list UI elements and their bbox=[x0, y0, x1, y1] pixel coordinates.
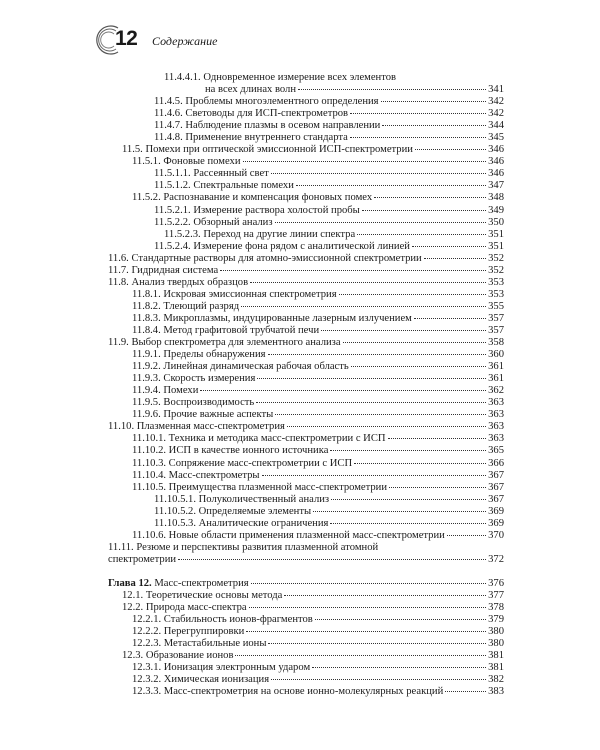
toc-page-number: 352 bbox=[488, 252, 504, 264]
toc-entry-title: 11.5.1. Фоновые помехи bbox=[132, 156, 241, 168]
dot-leader bbox=[388, 438, 487, 439]
toc-entry-title: 11.5. Помехи при оптической эмиссионной ИСП-спектрометрии bbox=[122, 144, 413, 156]
toc-entry[interactable] bbox=[108, 349, 504, 361]
toc-entry[interactable] bbox=[108, 156, 504, 168]
toc-entry-title: 12.3.2. Химическая ионизация bbox=[132, 674, 270, 686]
dot-leader bbox=[331, 499, 486, 500]
toc-entry[interactable] bbox=[108, 301, 504, 313]
toc-page-number: 348 bbox=[488, 192, 504, 204]
toc-entry-title: 12.3. Образование ионов bbox=[122, 650, 234, 662]
dot-leader bbox=[313, 511, 486, 512]
toc-page-number: 352 bbox=[488, 264, 504, 276]
toc-entry[interactable] bbox=[108, 686, 504, 698]
toc-entry[interactable] bbox=[108, 506, 504, 518]
toc-page-number: 345 bbox=[488, 132, 504, 144]
dot-leader bbox=[412, 246, 486, 247]
toc-entry-title: 11.10.2. ИСП в качестве ионного источника bbox=[132, 445, 329, 457]
toc-page-number: 379 bbox=[488, 614, 504, 626]
dot-leader bbox=[275, 222, 487, 223]
section-gap bbox=[108, 566, 504, 578]
dot-leader bbox=[330, 450, 486, 451]
toc-entry-title: 11.10.4. Масс-спектрометры bbox=[132, 469, 260, 481]
running-title: Содержание bbox=[152, 34, 218, 48]
toc-page-number: 360 bbox=[488, 349, 504, 361]
toc-entry[interactable] bbox=[108, 530, 504, 542]
dot-leader bbox=[249, 607, 487, 608]
dot-leader bbox=[339, 294, 487, 295]
toc-entry-title: 11.5.1.2. Спектральные помехи bbox=[154, 180, 294, 192]
toc-page-number: 344 bbox=[488, 120, 504, 132]
toc-entry-title: 11.11. Резюме и перспективы развития плазменной атомной bbox=[108, 541, 379, 553]
toc-page-number: 362 bbox=[488, 385, 504, 397]
toc-entry[interactable] bbox=[108, 626, 504, 638]
toc-entry-title: 11.9.3. Скорость измерения bbox=[132, 373, 256, 385]
toc-page-number: 382 bbox=[488, 674, 504, 686]
toc-entry-title: 11.9.1. Пределы обнаружения bbox=[132, 349, 266, 361]
toc-entry-title: 11.10.5.3. Аналитические ограничения bbox=[154, 517, 329, 529]
dot-leader bbox=[251, 583, 486, 584]
dot-leader bbox=[343, 342, 487, 343]
chapter-heading bbox=[108, 578, 249, 590]
toc-page-number: 383 bbox=[488, 686, 504, 698]
toc-page-number: 380 bbox=[488, 638, 504, 650]
toc-page-number: 372 bbox=[488, 553, 504, 565]
toc-entry-title: 11.7. Гидридная система bbox=[108, 264, 219, 276]
toc-entry-title: 11.10.5.1. Полуколичественный анализ bbox=[154, 493, 330, 505]
toc-page-number: 347 bbox=[488, 180, 504, 192]
toc-entry[interactable] bbox=[108, 650, 504, 662]
toc-page-number: 365 bbox=[488, 445, 504, 457]
toc-entry-title: 12.2. Природа масс-спектра bbox=[122, 602, 247, 614]
chapter-label: Глава 12. bbox=[108, 577, 152, 589]
toc-entry-title: 11.4.8. Применение внутреннего стандарта bbox=[154, 132, 348, 144]
toc-page-number: 357 bbox=[488, 312, 504, 324]
toc-entry[interactable] bbox=[108, 602, 504, 614]
dot-leader bbox=[243, 161, 487, 162]
toc-entry[interactable] bbox=[108, 361, 504, 373]
toc-page-number: 358 bbox=[488, 337, 504, 349]
toc-page-number: 367 bbox=[488, 469, 504, 481]
toc-page-number: 342 bbox=[488, 96, 504, 108]
toc-entry-title: Масс-спектрометрия bbox=[154, 577, 249, 589]
toc-entry[interactable] bbox=[108, 192, 504, 204]
toc-page-number: 363 bbox=[488, 409, 504, 421]
toc-entry-title: 11.9.5. Воспроизводимость bbox=[132, 397, 255, 409]
toc-entry[interactable] bbox=[108, 325, 504, 337]
toc-entry[interactable] bbox=[108, 337, 504, 349]
toc-page-number: 363 bbox=[488, 421, 504, 433]
toc-entry[interactable] bbox=[108, 674, 504, 686]
toc-entry-title: 11.4.5. Проблемы многоэлементного определения bbox=[154, 96, 379, 108]
dot-leader bbox=[374, 197, 486, 198]
toc-page-number: 381 bbox=[488, 650, 504, 662]
toc-page-number: 369 bbox=[488, 517, 504, 529]
toc-entry-title: 11.8.3. Микроплазмы, индуцированные лазерным излучением bbox=[132, 312, 412, 324]
toc-entry-title: 11.9.4. Помехи bbox=[132, 385, 199, 397]
toc-entry[interactable] bbox=[108, 120, 504, 132]
toc-entry-title: 11.8.4. Метод графитовой трубчатой печи bbox=[132, 324, 320, 336]
dot-leader bbox=[362, 210, 486, 211]
dot-leader bbox=[350, 113, 486, 114]
dot-leader bbox=[284, 595, 486, 596]
dot-leader bbox=[354, 463, 486, 464]
toc-entry[interactable] bbox=[108, 638, 504, 650]
dot-leader bbox=[200, 390, 486, 391]
toc-entry[interactable] bbox=[108, 144, 504, 156]
toc-page-number: 367 bbox=[488, 481, 504, 493]
page-header bbox=[92, 22, 512, 58]
dot-leader bbox=[389, 487, 486, 488]
toc-entry[interactable] bbox=[108, 590, 504, 602]
toc-entry[interactable] bbox=[108, 168, 504, 180]
toc-page-number: 367 bbox=[488, 493, 504, 505]
toc-page-number: 353 bbox=[488, 288, 504, 300]
toc-entry-title: 11.9.2. Линейная динамическая рабочая область bbox=[132, 361, 349, 373]
dot-leader bbox=[262, 475, 487, 476]
toc-page-number: 351 bbox=[488, 228, 504, 240]
toc-entry-title: 11.10. Плазменная масс-спектрометрия bbox=[108, 421, 285, 433]
toc-entry-title: 12.3.3. Масс-спектрометрия на основе ионно-молекулярных реакций bbox=[132, 686, 444, 698]
toc-page-number: 369 bbox=[488, 505, 504, 517]
dot-leader bbox=[250, 282, 486, 283]
toc-entry-title: 11.10.3. Сопряжение масс-спектрометрии с ИСП bbox=[132, 457, 353, 469]
toc-entry[interactable] bbox=[108, 108, 504, 120]
dot-leader bbox=[271, 679, 486, 680]
page-number: 12 bbox=[115, 27, 138, 50]
dot-leader bbox=[241, 306, 486, 307]
toc-page-number: 355 bbox=[488, 300, 504, 312]
toc-page-number: 361 bbox=[488, 373, 504, 385]
toc-entry[interactable] bbox=[108, 373, 504, 385]
dot-leader bbox=[447, 535, 486, 536]
toc-entry[interactable] bbox=[108, 662, 504, 674]
toc-entry[interactable] bbox=[108, 217, 504, 229]
toc-entry-title: спектрометрии bbox=[108, 553, 177, 565]
toc-entry[interactable] bbox=[108, 614, 504, 626]
toc-page-number: 357 bbox=[488, 324, 504, 336]
toc-page-number: 366 bbox=[488, 457, 504, 469]
dot-leader bbox=[350, 137, 486, 138]
dot-leader bbox=[312, 667, 486, 668]
toc-chapter-entry[interactable] bbox=[108, 578, 504, 590]
toc-entry[interactable] bbox=[108, 132, 504, 144]
toc-entry[interactable] bbox=[108, 494, 504, 506]
dot-leader bbox=[351, 366, 486, 367]
toc-entry[interactable] bbox=[108, 265, 504, 277]
toc-entry-title: 12.2.3. Метастабильные ионы bbox=[132, 638, 267, 650]
dot-leader bbox=[256, 402, 486, 403]
toc-entry[interactable] bbox=[108, 433, 504, 445]
dot-leader bbox=[220, 270, 486, 271]
dot-leader bbox=[268, 354, 487, 355]
dot-leader bbox=[315, 619, 486, 620]
dot-leader bbox=[178, 559, 486, 560]
dot-leader bbox=[275, 414, 486, 415]
toc-page-number: 381 bbox=[488, 662, 504, 674]
toc-entry-title: 12.3.1. Ионизация электронным ударом bbox=[132, 662, 311, 674]
toc-entry-title: 11.4.6. Световоды для ИСП-спектрометров bbox=[154, 108, 349, 120]
toc-entry-title: 11.9. Выбор спектрометра для элементного анализа bbox=[108, 337, 341, 349]
toc-page-number: 361 bbox=[488, 361, 504, 373]
toc-page-number: 346 bbox=[488, 156, 504, 168]
toc-page-number: 349 bbox=[488, 204, 504, 216]
toc-entry[interactable] bbox=[108, 253, 504, 265]
toc-page-number: 353 bbox=[488, 276, 504, 288]
toc-page-number: 370 bbox=[488, 529, 504, 541]
toc-entry[interactable] bbox=[108, 205, 504, 217]
toc-entry[interactable] bbox=[108, 409, 504, 421]
toc-entry[interactable] bbox=[108, 72, 504, 84]
toc-entry[interactable] bbox=[108, 313, 504, 325]
dot-leader bbox=[414, 318, 486, 319]
toc-entry-title: 11.5.2.4. Измерение фона рядом с аналитической линией bbox=[154, 240, 410, 252]
dot-leader bbox=[357, 234, 486, 235]
toc-entry[interactable] bbox=[108, 445, 504, 457]
toc-entry[interactable] bbox=[108, 421, 504, 433]
toc-page-number: 363 bbox=[488, 397, 504, 409]
table-of-contents bbox=[108, 72, 504, 698]
toc-entry-title: 11.4.4.1. Одновременное измерение всех элементов bbox=[164, 72, 397, 83]
dot-leader bbox=[298, 89, 486, 90]
toc-entry[interactable] bbox=[108, 289, 504, 301]
toc-entry-title: 11.8.2. Тлеющий разряд bbox=[132, 300, 240, 312]
toc-page-number: 377 bbox=[488, 589, 504, 601]
toc-page-number: 350 bbox=[488, 216, 504, 228]
toc-entry-title: 11.8.1. Искровая эмиссионная спектрометрия bbox=[132, 288, 337, 300]
toc-entry-title: 11.10.5. Преимущества плазменной масс-спектрометрии bbox=[132, 481, 388, 493]
toc-entry[interactable] bbox=[108, 518, 504, 530]
toc-entry-title: 11.5.2.2. Обзорный анализ bbox=[154, 216, 273, 228]
toc-entry-title: 11.8. Анализ твердых образцов bbox=[108, 276, 249, 288]
toc-entry-title: 11.5.1.1. Рассеянный свет bbox=[154, 168, 269, 180]
dot-leader bbox=[271, 173, 486, 174]
toc-entry-title: 11.10.1. Техника и методика масс-спектрометрии с ИСП bbox=[132, 433, 386, 445]
toc-entry-title: 12.2.2. Перегруппировки bbox=[132, 626, 245, 638]
dot-leader bbox=[321, 330, 486, 331]
toc-entry[interactable] bbox=[108, 542, 504, 554]
toc-page-number: 363 bbox=[488, 433, 504, 445]
dot-leader bbox=[287, 426, 486, 427]
toc-entry[interactable] bbox=[108, 241, 504, 253]
toc-entry[interactable] bbox=[108, 96, 504, 108]
toc-page-number: 376 bbox=[488, 577, 504, 589]
toc-entry-title: 12.1. Теоретические основы метода bbox=[122, 589, 283, 601]
toc-entry-title: 11.10.6. Новые области применения плазменной масс-спектрометрии bbox=[132, 529, 445, 541]
toc-entry-title: 12.2.1. Стабильность ионов-фрагментов bbox=[132, 614, 313, 626]
toc-entry[interactable] bbox=[108, 482, 504, 494]
toc-page-number: 346 bbox=[488, 144, 504, 156]
dot-leader bbox=[235, 655, 486, 656]
toc-entry-title: 11.4.7. Наблюдение плазмы в осевом направлении bbox=[154, 120, 381, 132]
toc-entry-title: 11.6. Стандартные растворы для атомно-эмиссионной спектрометрии bbox=[108, 252, 422, 264]
dot-leader bbox=[382, 125, 486, 126]
dot-leader bbox=[268, 643, 486, 644]
dot-leader bbox=[257, 378, 486, 379]
toc-entry-title: 11.10.5.2. Определяемые элементы bbox=[154, 505, 312, 517]
dot-leader bbox=[415, 149, 486, 150]
toc-entry[interactable] bbox=[108, 397, 504, 409]
toc-entry[interactable] bbox=[108, 277, 504, 289]
toc-page-number: 341 bbox=[488, 84, 504, 96]
toc-entry-title: 11.5.2.1. Измерение раствора холостой пробы bbox=[154, 204, 360, 216]
toc-page-number: 378 bbox=[488, 602, 504, 614]
toc-entry[interactable] bbox=[108, 458, 504, 470]
toc-page-number: 346 bbox=[488, 168, 504, 180]
toc-page-number: 380 bbox=[488, 626, 504, 638]
toc-entry[interactable] bbox=[108, 180, 504, 192]
toc-entry[interactable] bbox=[108, 84, 504, 96]
toc-entry[interactable] bbox=[108, 229, 504, 241]
dot-leader bbox=[445, 691, 486, 692]
toc-entry[interactable] bbox=[108, 554, 504, 566]
toc-entry[interactable] bbox=[108, 470, 504, 482]
toc-page-number: 351 bbox=[488, 240, 504, 252]
toc-entry-title: 11.5.2.3. Переход на другие линии спектра bbox=[164, 228, 356, 240]
toc-entry-title: на всех длинах волн bbox=[205, 84, 297, 96]
dot-leader bbox=[381, 101, 487, 102]
dot-leader bbox=[296, 185, 486, 186]
toc-entry[interactable] bbox=[108, 385, 504, 397]
toc-page-number: 342 bbox=[488, 108, 504, 120]
toc-entry-title: 11.9.6. Прочие важные аспекты bbox=[132, 409, 274, 421]
dot-leader bbox=[246, 631, 486, 632]
toc-entry-title: 11.5.2. Распознавание и компенсация фоновых помех bbox=[132, 192, 373, 204]
dot-leader bbox=[424, 258, 486, 259]
dot-leader bbox=[330, 523, 486, 524]
